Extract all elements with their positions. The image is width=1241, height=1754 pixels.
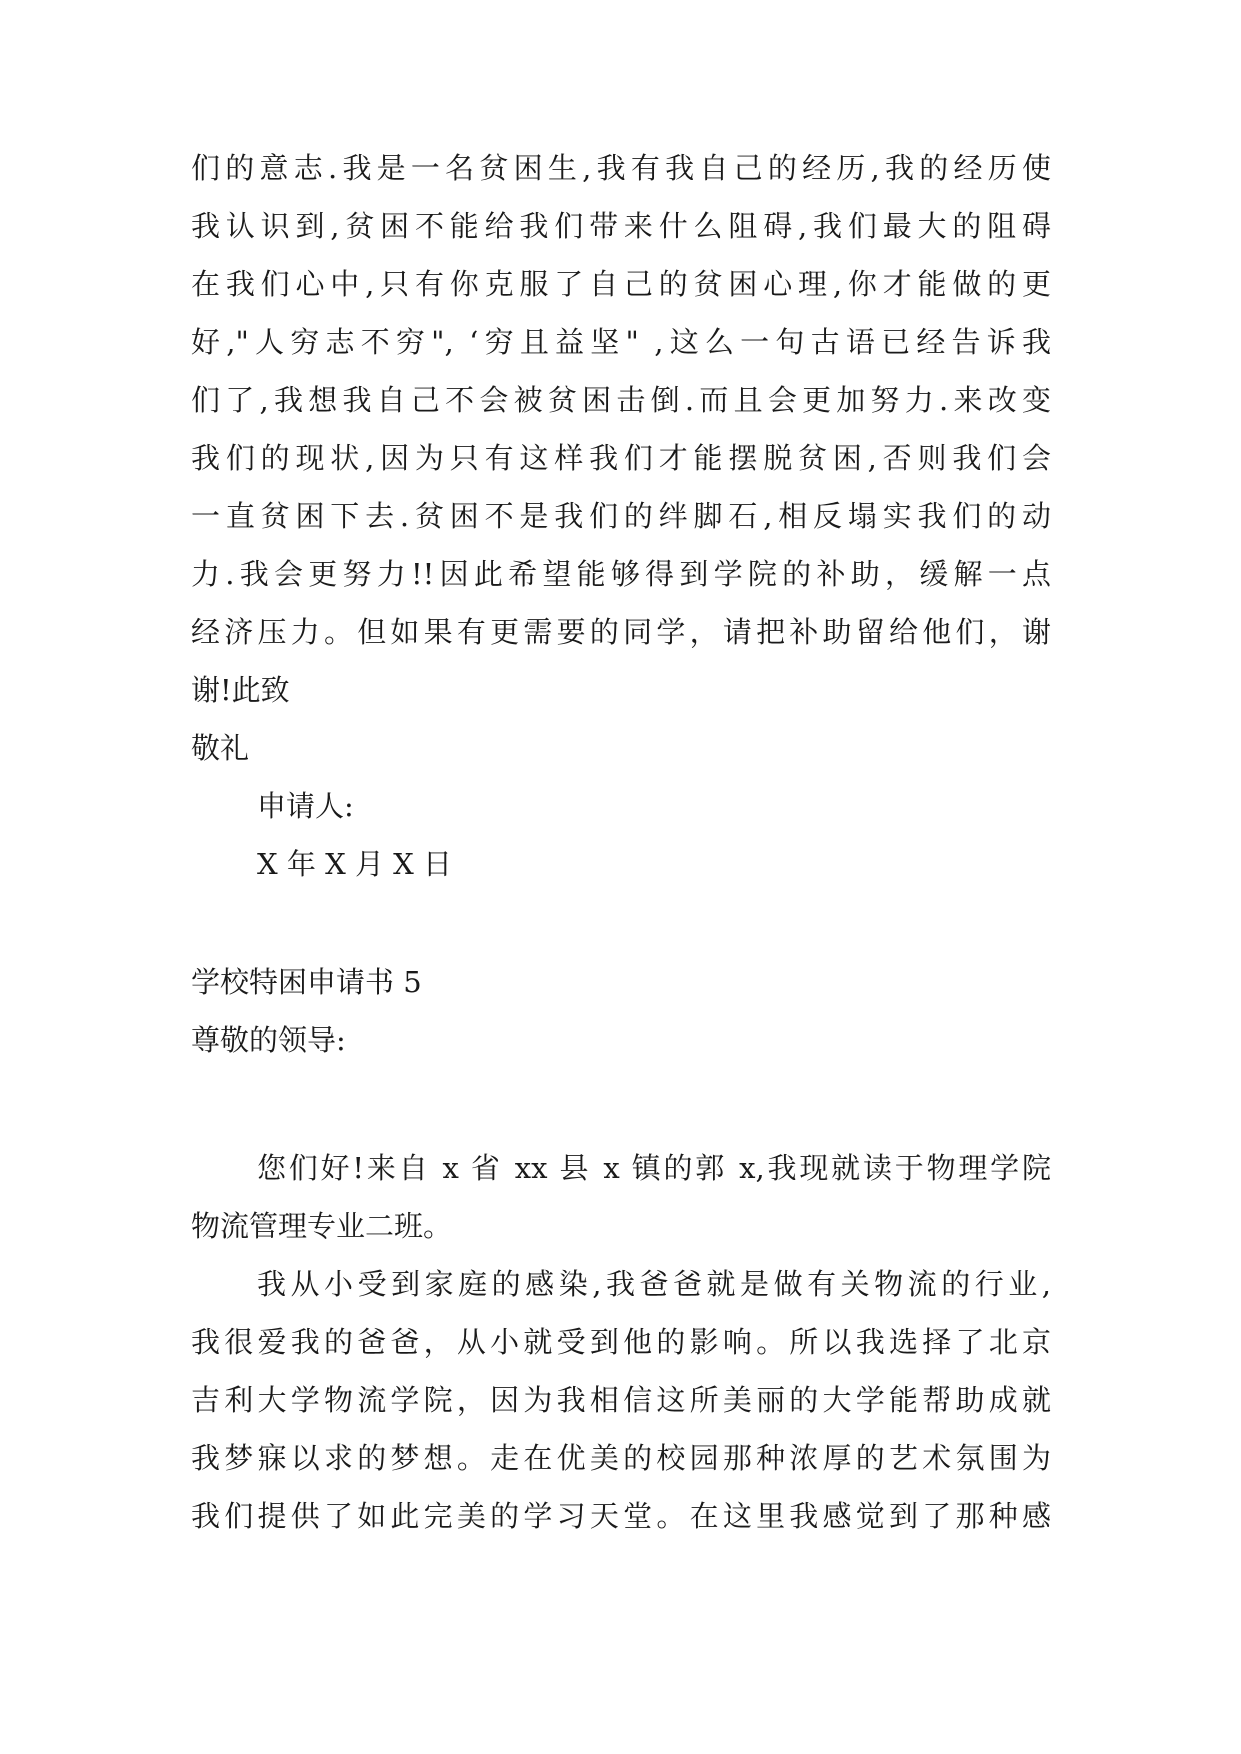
salutation: 敬礼 [191,731,250,765]
applicant-label: 申请人: [257,789,354,823]
body-line: 我们的现状,因为只有这样我们才能摆脱贫困,否则我们会 [191,441,1051,475]
paragraph-line: 我很爱我的爸爸，从小就受到他的影响。所以我选择了北京 [191,1325,1051,1359]
body-line: 们了,我想我自己不会被贫困击倒.而且会更加努力.来改变 [191,383,1051,417]
paragraph-line: 我从小受到家庭的感染,我爸爸就是做有关物流的行业, [257,1267,1051,1301]
body-line: 好,"人穷志不穷", ‘穷且益坚" ,这么一句古语已经告诉我 [191,325,1051,359]
body-line: 在我们心中,只有你克服了自己的贫困心理,你才能做的更 [191,267,1051,301]
greeting: 尊敬的领导: [191,1023,346,1057]
body-line: 经济压力。但如果有更需要的同学，请把补助留给他们，谢 [191,615,1051,649]
paragraph-line: 我们提供了如此完美的学习天堂。在这里我感觉到了那种感 [191,1499,1051,1533]
body-line: 我认识到,贫困不能给我们带来什么阻碍,我们最大的阻碍 [191,209,1051,243]
body-line: 们的意志.我是一名贫困生,我有我自己的经历,我的经历使 [191,151,1051,185]
paragraph-line: 吉利大学物流学院，因为我相信这所美丽的大学能帮助成就 [191,1383,1051,1417]
paragraph-line: 物流管理专业二班。 [191,1209,453,1243]
body-line: 一直贫困下去.贫困不是我们的绊脚石,相反塌实我们的动 [191,499,1051,533]
body-line: 力.我会更努力!!因此希望能够得到学院的补助，缓解一点 [191,557,1051,591]
date-line: X 年 X 月 X 日 [257,847,453,881]
paragraph-line: 我梦寐以求的梦想。走在优美的校园那种浓厚的艺术氛围为 [191,1441,1051,1475]
paragraph-line: 您们好!来自 x 省 xx 县 x 镇的郭 x,我现就读于物理学院 [257,1151,1051,1185]
section-title: 学校特困申请书 5 [191,965,422,999]
body-line: 谢!此致 [191,673,290,707]
